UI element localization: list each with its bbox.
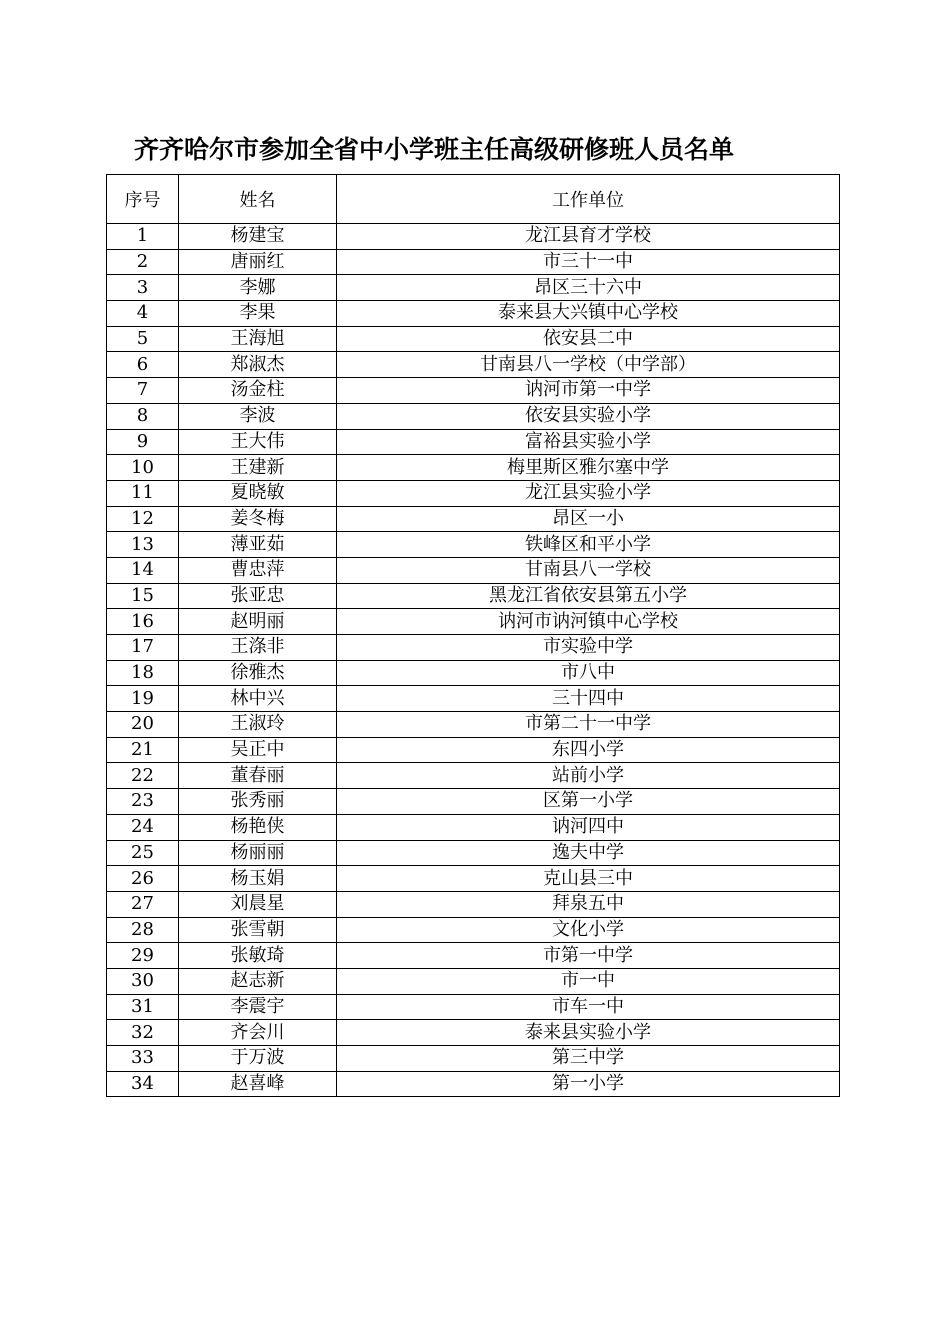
table-row — [107, 480, 840, 506]
table-row — [107, 275, 840, 301]
table-row — [107, 609, 840, 635]
cell-name: 李娜 — [179, 275, 337, 301]
cell-name: 汤金柱 — [179, 378, 337, 404]
cell-serial-number: 26 — [107, 866, 179, 892]
table-row — [107, 583, 840, 609]
cell-work-unit: 市三十一中 — [337, 249, 840, 275]
cell-work-unit: 泰来县大兴镇中心学校 — [337, 301, 840, 327]
cell-name: 张雪朝 — [179, 917, 337, 943]
table-row — [107, 403, 840, 429]
cell-name: 赵志新 — [179, 968, 337, 994]
cell-name: 唐丽红 — [179, 249, 337, 275]
header-serial-number: 序号 — [107, 175, 179, 224]
cell-serial-number: 8 — [107, 403, 179, 429]
cell-name: 赵喜峰 — [179, 1071, 337, 1097]
cell-serial-number: 23 — [107, 789, 179, 815]
table-row — [107, 686, 840, 712]
cell-name: 杨玉娟 — [179, 866, 337, 892]
table-row — [107, 917, 840, 943]
cell-serial-number: 9 — [107, 429, 179, 455]
table-row — [107, 789, 840, 815]
cell-work-unit: 站前小学 — [337, 763, 840, 789]
cell-serial-number: 6 — [107, 352, 179, 378]
cell-work-unit: 富裕县实验小学 — [337, 429, 840, 455]
cell-work-unit: 克山县三中 — [337, 866, 840, 892]
cell-serial-number: 5 — [107, 326, 179, 352]
cell-work-unit: 拜泉五中 — [337, 891, 840, 917]
cell-name: 董春丽 — [179, 763, 337, 789]
cell-work-unit: 市车一中 — [337, 994, 840, 1020]
cell-serial-number: 34 — [107, 1071, 179, 1097]
cell-serial-number: 3 — [107, 275, 179, 301]
cell-name: 杨艳侠 — [179, 814, 337, 840]
cell-work-unit: 市八中 — [337, 660, 840, 686]
table-row — [107, 455, 840, 481]
cell-serial-number: 14 — [107, 557, 179, 583]
cell-serial-number: 28 — [107, 917, 179, 943]
cell-work-unit: 依安县二中 — [337, 326, 840, 352]
table-row — [107, 943, 840, 969]
cell-work-unit: 市实验中学 — [337, 635, 840, 661]
cell-name: 李波 — [179, 403, 337, 429]
table-row — [107, 840, 840, 866]
document-title: 齐齐哈尔市参加全省中小学班主任高级研修班人员名单 — [134, 135, 735, 164]
cell-serial-number: 30 — [107, 968, 179, 994]
table-row — [107, 737, 840, 763]
cell-serial-number: 17 — [107, 635, 179, 661]
cell-name: 薄亚茹 — [179, 532, 337, 558]
cell-work-unit: 第一小学 — [337, 1071, 840, 1097]
cell-name: 王淑玲 — [179, 712, 337, 738]
cell-name: 王大伟 — [179, 429, 337, 455]
cell-name: 王涤非 — [179, 635, 337, 661]
table-row — [107, 532, 840, 558]
cell-name: 杨丽丽 — [179, 840, 337, 866]
table-row — [107, 326, 840, 352]
cell-name: 李果 — [179, 301, 337, 327]
table-row — [107, 891, 840, 917]
cell-serial-number: 11 — [107, 480, 179, 506]
cell-serial-number: 1 — [107, 224, 179, 250]
cell-name: 齐会川 — [179, 1020, 337, 1046]
cell-serial-number: 21 — [107, 737, 179, 763]
cell-name: 张敏琦 — [179, 943, 337, 969]
cell-work-unit: 东四小学 — [337, 737, 840, 763]
table-row — [107, 1020, 840, 1046]
table-row — [107, 712, 840, 738]
cell-work-unit: 铁峰区和平小学 — [337, 532, 840, 558]
cell-name: 徐雅杰 — [179, 660, 337, 686]
cell-work-unit: 泰来县实验小学 — [337, 1020, 840, 1046]
cell-work-unit: 甘南县八一学校（中学部） — [337, 352, 840, 378]
cell-work-unit: 昂区一小 — [337, 506, 840, 532]
cell-serial-number: 4 — [107, 301, 179, 327]
cell-work-unit: 梅里斯区雅尔塞中学 — [337, 455, 840, 481]
cell-work-unit: 市第二十一中学 — [337, 712, 840, 738]
cell-serial-number: 12 — [107, 506, 179, 532]
cell-work-unit: 黑龙江省依安县第五小学 — [337, 583, 840, 609]
table-row — [107, 301, 840, 327]
cell-serial-number: 33 — [107, 1046, 179, 1072]
cell-serial-number: 18 — [107, 660, 179, 686]
header-work-unit: 工作单位 — [337, 175, 840, 224]
cell-name: 姜冬梅 — [179, 506, 337, 532]
table-row — [107, 224, 840, 250]
table-row — [107, 814, 840, 840]
cell-serial-number: 27 — [107, 891, 179, 917]
cell-name: 曹忠萍 — [179, 557, 337, 583]
table-row — [107, 378, 840, 404]
cell-serial-number: 2 — [107, 249, 179, 275]
table-body — [107, 224, 840, 1097]
cell-work-unit: 龙江县实验小学 — [337, 480, 840, 506]
table-row — [107, 506, 840, 532]
cell-name: 王建新 — [179, 455, 337, 481]
cell-name: 夏晓敏 — [179, 480, 337, 506]
cell-name: 吴正中 — [179, 737, 337, 763]
table-row — [107, 866, 840, 892]
cell-work-unit: 讷河四中 — [337, 814, 840, 840]
cell-work-unit: 讷河市讷河镇中心学校 — [337, 609, 840, 635]
table-row — [107, 249, 840, 275]
table-row — [107, 1046, 840, 1072]
cell-serial-number: 20 — [107, 712, 179, 738]
cell-name: 李震宇 — [179, 994, 337, 1020]
cell-serial-number: 24 — [107, 814, 179, 840]
cell-name: 张亚忠 — [179, 583, 337, 609]
table-row — [107, 763, 840, 789]
cell-work-unit: 市第一中学 — [337, 943, 840, 969]
header-name: 姓名 — [179, 175, 337, 224]
table-row — [107, 352, 840, 378]
cell-work-unit: 逸夫中学 — [337, 840, 840, 866]
cell-name: 张秀丽 — [179, 789, 337, 815]
table-row — [107, 994, 840, 1020]
cell-name: 王海旭 — [179, 326, 337, 352]
cell-work-unit: 甘南县八一学校 — [337, 557, 840, 583]
cell-name: 刘晨星 — [179, 891, 337, 917]
cell-serial-number: 29 — [107, 943, 179, 969]
cell-work-unit: 区第一小学 — [337, 789, 840, 815]
cell-name: 赵明丽 — [179, 609, 337, 635]
cell-name: 林中兴 — [179, 686, 337, 712]
cell-serial-number: 31 — [107, 994, 179, 1020]
table-row — [107, 429, 840, 455]
cell-name: 杨建宝 — [179, 224, 337, 250]
roster-table — [106, 174, 840, 1097]
table-row — [107, 1071, 840, 1097]
cell-name: 郑淑杰 — [179, 352, 337, 378]
cell-name: 于万波 — [179, 1046, 337, 1072]
cell-serial-number: 19 — [107, 686, 179, 712]
table-row — [107, 557, 840, 583]
cell-work-unit: 昂区三十六中 — [337, 275, 840, 301]
table-row — [107, 660, 840, 686]
cell-serial-number: 13 — [107, 532, 179, 558]
cell-work-unit: 三十四中 — [337, 686, 840, 712]
cell-work-unit: 市一中 — [337, 968, 840, 994]
cell-serial-number: 22 — [107, 763, 179, 789]
cell-work-unit: 文化小学 — [337, 917, 840, 943]
cell-serial-number: 7 — [107, 378, 179, 404]
cell-serial-number: 16 — [107, 609, 179, 635]
cell-work-unit: 依安县实验小学 — [337, 403, 840, 429]
cell-serial-number: 25 — [107, 840, 179, 866]
cell-serial-number: 10 — [107, 455, 179, 481]
table-header-row — [107, 175, 840, 224]
cell-work-unit: 讷河市第一中学 — [337, 378, 840, 404]
table-row — [107, 635, 840, 661]
table-row — [107, 968, 840, 994]
cell-work-unit: 第三中学 — [337, 1046, 840, 1072]
cell-work-unit: 龙江县育才学校 — [337, 224, 840, 250]
cell-serial-number: 15 — [107, 583, 179, 609]
cell-serial-number: 32 — [107, 1020, 179, 1046]
